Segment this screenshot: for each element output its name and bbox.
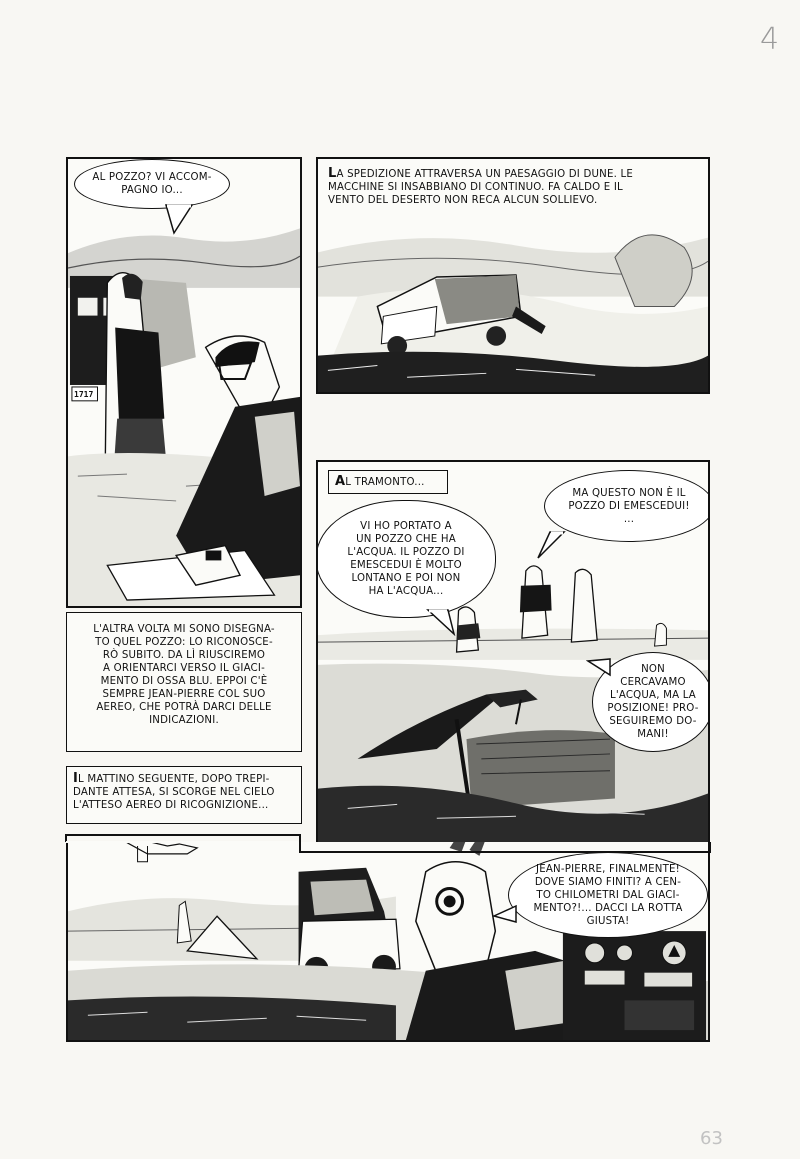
panel-3-balloon-right-top: MA QUESTO NON È IL POZZO DI EMESCEDUI! ... (544, 470, 710, 542)
panel-3-caption: AL TRAMONTO... (328, 470, 448, 494)
page-number-bottom: 63 (700, 1128, 723, 1149)
panel-1-vehicle-plate: 1717 (74, 390, 94, 399)
panel-2 (316, 157, 710, 394)
panel-1-balloon-tail (164, 203, 194, 235)
panel-5-speech-balloon: JEAN-PIERRE, FINALMENTE! DOVE SIAMO FINITI? A CEN- TO CHILOMETRI DAL GIACI- MENTO?!... DACCI LA ROTTA GIUSTA! (508, 852, 708, 938)
panel-1-speech-balloon: AL POZZO? VI ACCOM- PAGNO IO... (74, 159, 230, 209)
panel-3 (316, 460, 710, 845)
panel-3-balloon-right-bottom-tail (586, 657, 612, 679)
panel-1 (66, 157, 302, 608)
panel-4 (66, 842, 710, 1042)
panel-2-caption: LA SPEDIZIONE ATTRAVERSA UN PAESAGGIO DI DUNE. LE MACCHINE SI INSABBIANO DI CONTINUO. FA CALDO E IL VENTO DEL DESERTO NON RECA ALCUN SOLLIEVO. (328, 167, 704, 217)
panel-3-balloon-right-top-tail (536, 530, 566, 560)
panel-3-balloon-left: VI HO PORTATO A UN POZZO CHE HA L'ACQUA. IL POZZO DI EMESCEDUI È MOLTO LONTANO E POI NON HA L'ACQUA... (316, 500, 496, 618)
panel-3-balloon-right-bottom: NON CERCAVAMO L'ACQUA, MA LA POSIZIONE! PRO- SEGUIREMO DO- MANI! (592, 652, 710, 752)
panel-5-balloon-tail (492, 904, 518, 926)
panel-4-caption: IL MATTINO SEGUENTE, DOPO TREPI- DANTE ATTESA, SI SCORGE NEL CIELO L'ATTESO AEREO DI RICOGNIZIONE... (66, 766, 302, 824)
panel-1-caption: L'ALTRA VOLTA MI SONO DISEGNA- TO QUEL POZZO: LO RICONOSCE- RÒ SUBITO. DA LÌ RIUSCIREMO A ORIENTARCI VERSO IL GIACI- MENTO DI OSSA BLU. EPPOI C'È SEMPRE JEAN-PIERRE COL SUO AEREO, CHE POTRÀ DARCI DELLE INDICAZIONI. (66, 612, 302, 752)
page-number-top: 4 (760, 22, 780, 57)
panel-3-balloon-left-tail (426, 608, 456, 636)
